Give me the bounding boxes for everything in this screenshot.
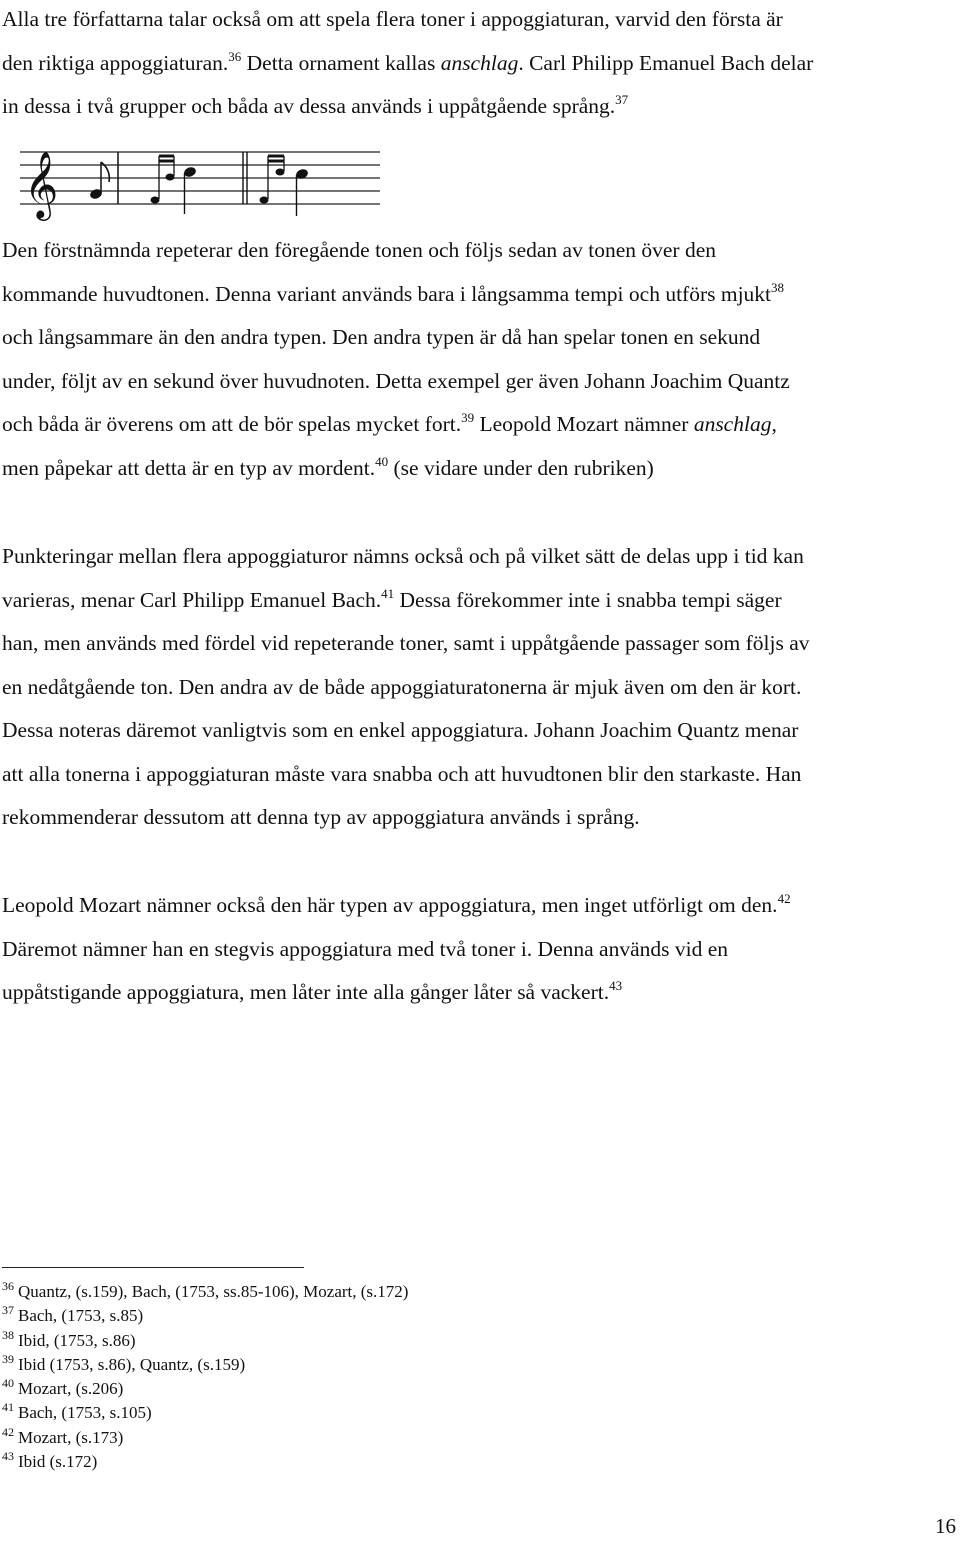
footnote-text: Ibid (1753, s.86), Quantz, (s.159) — [18, 1354, 246, 1374]
footnote-text: Quantz, (s.159), Bach, (1753, ss.85-106), Mozart, (s.172) — [18, 1282, 409, 1301]
music-notation-example — [18, 132, 384, 224]
p3-line-4: en nedåtgående ton. Den andra av de både appoggiaturatonerna är mjuk även om den är kort. — [2, 674, 802, 699]
footnote-number: 41 — [2, 1400, 14, 1415]
footnote-number: 37 — [2, 1303, 14, 1318]
footnote-ref-43[interactable]: 43 — [609, 978, 623, 993]
p1-l2-italic: anschlag — [440, 50, 519, 75]
p1-l2-text-c: . Carl Philipp Emanuel Bach delar — [518, 50, 814, 75]
footnote-ref-36[interactable]: 36 — [228, 48, 242, 64]
footnote-number: 42 — [2, 1424, 14, 1439]
p4-line-1 — [2, 884, 954, 928]
p4-line-3 — [2, 971, 954, 1015]
p2-line-3: och långsammare än den andra typen. Den andra typen är då han spelar tonen en sekund — [2, 325, 761, 349]
page-number: 16 — [935, 1514, 956, 1538]
p2-l5-text-b: Leopold Mozart nämner — [474, 412, 694, 436]
p1-l2-text-b: Detta ornament kallas — [241, 50, 441, 75]
footnote-number: 43 — [2, 1449, 14, 1464]
footnote-36 — [2, 1280, 702, 1304]
footnote-number: 38 — [2, 1327, 14, 1342]
footnote-ref-42[interactable]: 42 — [777, 891, 791, 906]
p2-l6-text-b: (se vidare under den rubriken) — [388, 455, 654, 480]
p1-l2-text-a: den riktiga appoggiaturan. — [2, 50, 229, 75]
footnote-text: Bach, (1753, s.105) — [18, 1403, 152, 1423]
footnote-ref-38[interactable]: 38 — [771, 279, 785, 295]
footnotes-list — [2, 1280, 702, 1474]
p1-line-2 — [2, 42, 954, 86]
svg-text:𝄞: 𝄞 — [24, 150, 59, 218]
staff-lines — [20, 152, 380, 204]
footnote-ref-37[interactable]: 37 — [615, 92, 629, 107]
p3-line-6: att alla tonerna i appoggiaturan måste vara snabba och att huvudtonen blir den starkaste. Han — [2, 761, 802, 786]
p3-l2-text-a: varieras, menar Carl Philipp Emanuel Bach. — [2, 587, 382, 612]
footnote-ref-40[interactable]: 40 — [375, 453, 389, 469]
footnote-37 — [2, 1304, 702, 1328]
footnote-42 — [2, 1426, 702, 1450]
p2-line-6 — [2, 447, 954, 491]
footnote-text: Ibid, (1753, s.86) — [18, 1330, 136, 1350]
footnote-text: Mozart, (s.173) — [18, 1427, 124, 1447]
p3-line-7: rekommenderar dessutom att denna typ av appoggiatura används i språng. — [2, 805, 640, 829]
paragraph-3 — [2, 535, 954, 840]
footnote-text: Bach, (1753, s.85) — [18, 1306, 144, 1326]
p2-line-2 — [2, 273, 954, 317]
p2-l5-italic: anschlag — [693, 412, 772, 436]
p3-l2-text-b: Dessa förekommer inte i snabba tempi säger — [394, 587, 782, 612]
p4-l1-text-a: Leopold Mozart nämner också den här typen av appoggiatura, men inget utförligt om den. — [2, 893, 778, 917]
paragraph-2 — [2, 229, 954, 490]
p3-line-5: Dessa noteras däremot vanligtvis som en enkel appoggiatura. Johann Joachim Quantz menar — [2, 718, 799, 742]
footnote-39 — [2, 1353, 702, 1377]
p1-line-1: Alla tre författarna talar också om att spela flera toner i appoggiaturan, varvid den första är — [2, 7, 783, 31]
paragraph-4 — [2, 884, 954, 1015]
treble-clef-icon — [24, 150, 58, 221]
p2-l2-text-a: kommande huvudtonen. Denna variant används bara i långsamma tempi och utförs mjukt — [2, 281, 772, 306]
p2-l5-text-c: , — [771, 412, 777, 436]
footnote-number: 39 — [2, 1351, 14, 1366]
footnote-41 — [2, 1401, 702, 1425]
p1-l3-text-a: in dessa i två grupper och båda av dessa används i uppåtgående språng. — [2, 94, 616, 118]
p3-line-2 — [2, 579, 954, 623]
footnote-number: 36 — [2, 1279, 14, 1293]
p2-l5-text-a: och båda är överens om att de bör spelas mycket fort. — [2, 412, 462, 436]
p4-l3-text-a: uppåtstigande appoggiatura, men låter inte alla gånger låter så vackert. — [2, 980, 610, 1004]
eighth-note-icon — [89, 162, 110, 200]
p2-line-5 — [2, 403, 954, 447]
p2-line-4: under, följt av en sekund över huvudnoten. Detta exempel ger även Johann Joachim Quantz — [2, 368, 790, 393]
footnote-number: 40 — [2, 1376, 14, 1391]
footnote-text: Ibid (s.172) — [18, 1452, 98, 1472]
footnote-ref-39[interactable]: 39 — [461, 410, 475, 425]
paragraph-1 — [2, 0, 954, 129]
footnote-40 — [2, 1377, 702, 1401]
footnote-43 — [2, 1450, 702, 1474]
footnote-38 — [2, 1329, 702, 1353]
p2-line-1: Den förstnämnda repeterar den föregående tonen och följs sedan av tonen över den — [2, 238, 716, 262]
p2-l6-text-a: men påpekar att detta är en typ av mordent. — [2, 455, 376, 480]
p1-line-3 — [2, 85, 954, 129]
footnote-ref-41[interactable]: 41 — [381, 585, 395, 601]
p4-line-2: Däremot nämner han en stegvis appoggiatura med två toner i. Denna används vid en — [2, 936, 728, 961]
p3-line-1: Punkteringar mellan flera appoggiaturor nämns också och på vilket sätt de delas upp i tid kan — [2, 544, 804, 568]
footnote-separator — [2, 1267, 304, 1268]
footnote-text: Mozart, (s.206) — [18, 1379, 124, 1399]
p3-line-3: han, men används med fördel vid repeterande toner, samt i uppåtgående passager som följs av — [2, 631, 810, 655]
